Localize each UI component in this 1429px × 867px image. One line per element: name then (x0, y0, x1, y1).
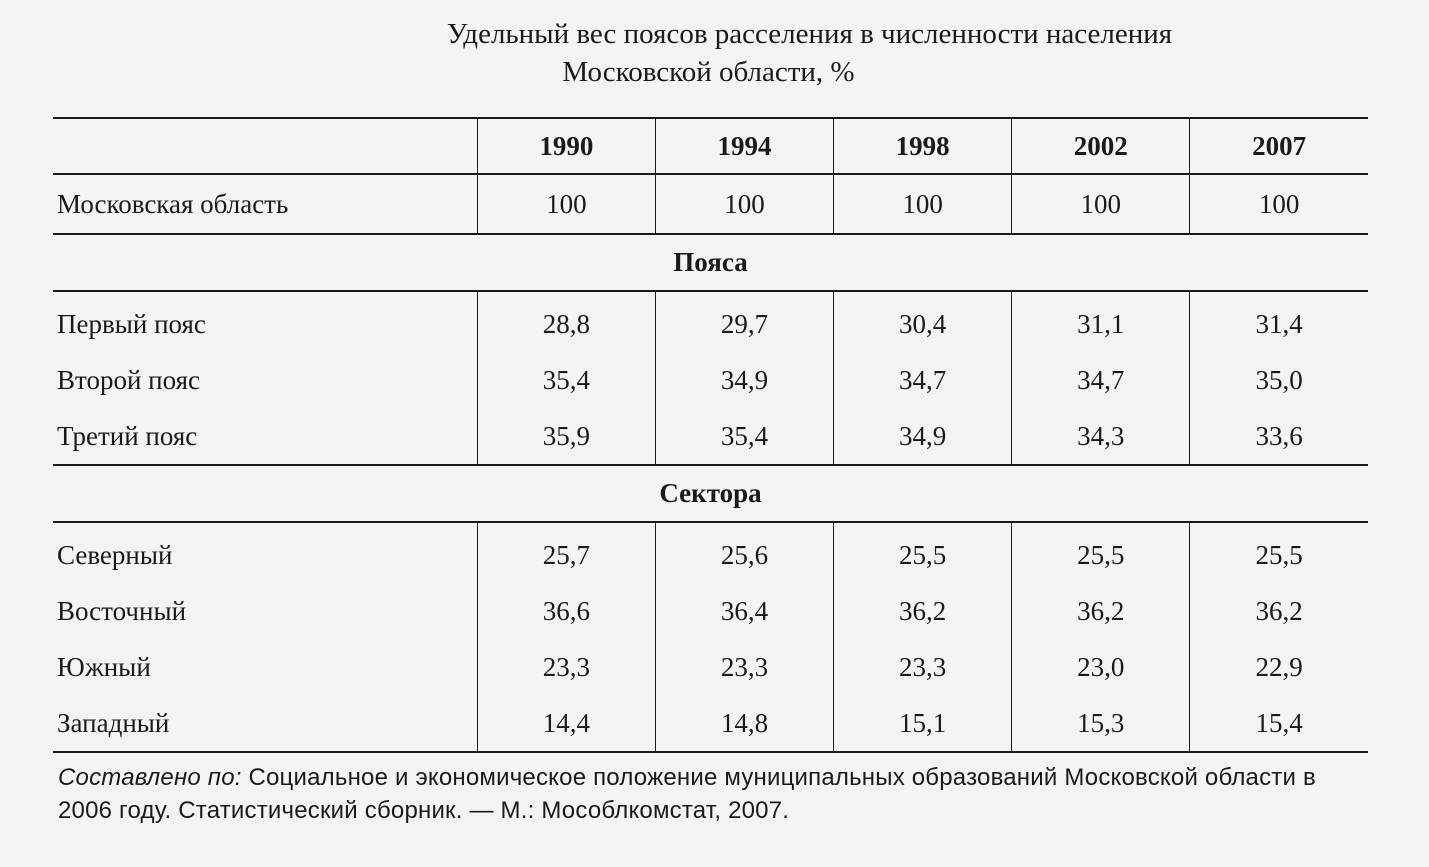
cell-value: 34,9 (834, 408, 1012, 465)
population-share-table (53, 117, 1368, 753)
cell-value: 29,7 (655, 291, 833, 352)
cell-value: 100 (655, 174, 833, 234)
cell-value: 36,2 (1190, 583, 1368, 639)
cell-value: 36,2 (834, 583, 1012, 639)
table-row (53, 352, 1368, 408)
cell-value: 14,4 (477, 695, 655, 752)
header-row (53, 118, 1368, 174)
table-row-total (53, 174, 1368, 234)
table-row (53, 291, 1368, 352)
table-row (53, 522, 1368, 583)
cell-value: 100 (477, 174, 655, 234)
cell-value: 33,6 (1190, 408, 1368, 465)
year-header: 1998 (834, 118, 1012, 174)
year-header: 1994 (655, 118, 833, 174)
table-row (53, 695, 1368, 752)
source-lead: Составлено по: (58, 764, 242, 791)
section-heading-row (53, 465, 1368, 522)
cell-value: 25,5 (1012, 522, 1190, 583)
cell-value: 31,1 (1012, 291, 1190, 352)
section-heading-row (53, 234, 1368, 291)
cell-value: 23,3 (655, 639, 833, 695)
cell-value: 36,2 (1012, 583, 1190, 639)
cell-value: 15,1 (834, 695, 1012, 752)
section-heading: Пояса (53, 234, 1368, 291)
cell-value: 25,6 (655, 522, 833, 583)
cell-value: 31,4 (1190, 291, 1368, 352)
cell-value: 25,7 (477, 522, 655, 583)
cell-value: 23,3 (834, 639, 1012, 695)
source-text: Социальное и экономическое положение муниципальных образований Московской области в 2006 году. Статистический сборник. — М.: Мособлкомстат, 2007. (58, 764, 1316, 824)
row-label: Западный (53, 695, 477, 752)
table-row (53, 583, 1368, 639)
cell-value: 25,5 (1190, 522, 1368, 583)
cell-value: 100 (834, 174, 1012, 234)
year-header: 2007 (1190, 118, 1368, 174)
year-header: 1990 (477, 118, 655, 174)
row-label: Восточный (57, 595, 187, 626)
cell-value: 36,6 (477, 583, 655, 639)
row-label: Московская область (53, 174, 477, 234)
cell-value: 15,3 (1012, 695, 1190, 752)
row-label: Южный (57, 651, 151, 682)
year-header: 2002 (1012, 118, 1190, 174)
row-label: Второй пояс (57, 364, 200, 395)
source-note (58, 761, 1373, 827)
cell-value: 35,4 (477, 352, 655, 408)
table-title-line-1: Удельный вес поясов расселения в численности населения (446, 18, 1173, 50)
cell-value: 22,9 (1190, 639, 1368, 695)
cell-value: 35,4 (655, 408, 833, 465)
cell-value: 25,5 (834, 522, 1012, 583)
cell-value: 34,3 (1012, 408, 1190, 465)
cell-value: 100 (1012, 174, 1190, 234)
cell-value: 23,0 (1012, 639, 1190, 695)
cell-value: 36,4 (655, 583, 833, 639)
cell-value: 35,9 (477, 408, 655, 465)
row-label: Первый пояс (57, 308, 206, 339)
cell-value: 28,8 (477, 291, 655, 352)
cell-value: 34,7 (834, 352, 1012, 408)
cell-value: 35,0 (1190, 352, 1368, 408)
cell-value: 30,4 (834, 291, 1012, 352)
row-label: Северный (57, 539, 173, 570)
table-title-line-2: Московской области, % (562, 56, 855, 88)
table-row (53, 408, 1368, 465)
table-row (53, 639, 1368, 695)
cell-value: 34,7 (1012, 352, 1190, 408)
cell-value: 23,3 (477, 639, 655, 695)
section-heading: Сектора (53, 465, 1368, 522)
cell-value: 15,4 (1190, 695, 1368, 752)
cell-value: 34,9 (655, 352, 833, 408)
cell-value: 100 (1190, 174, 1368, 234)
cell-value: 14,8 (655, 695, 833, 752)
row-label: Третий пояс (53, 408, 477, 465)
header-corner (53, 118, 477, 174)
